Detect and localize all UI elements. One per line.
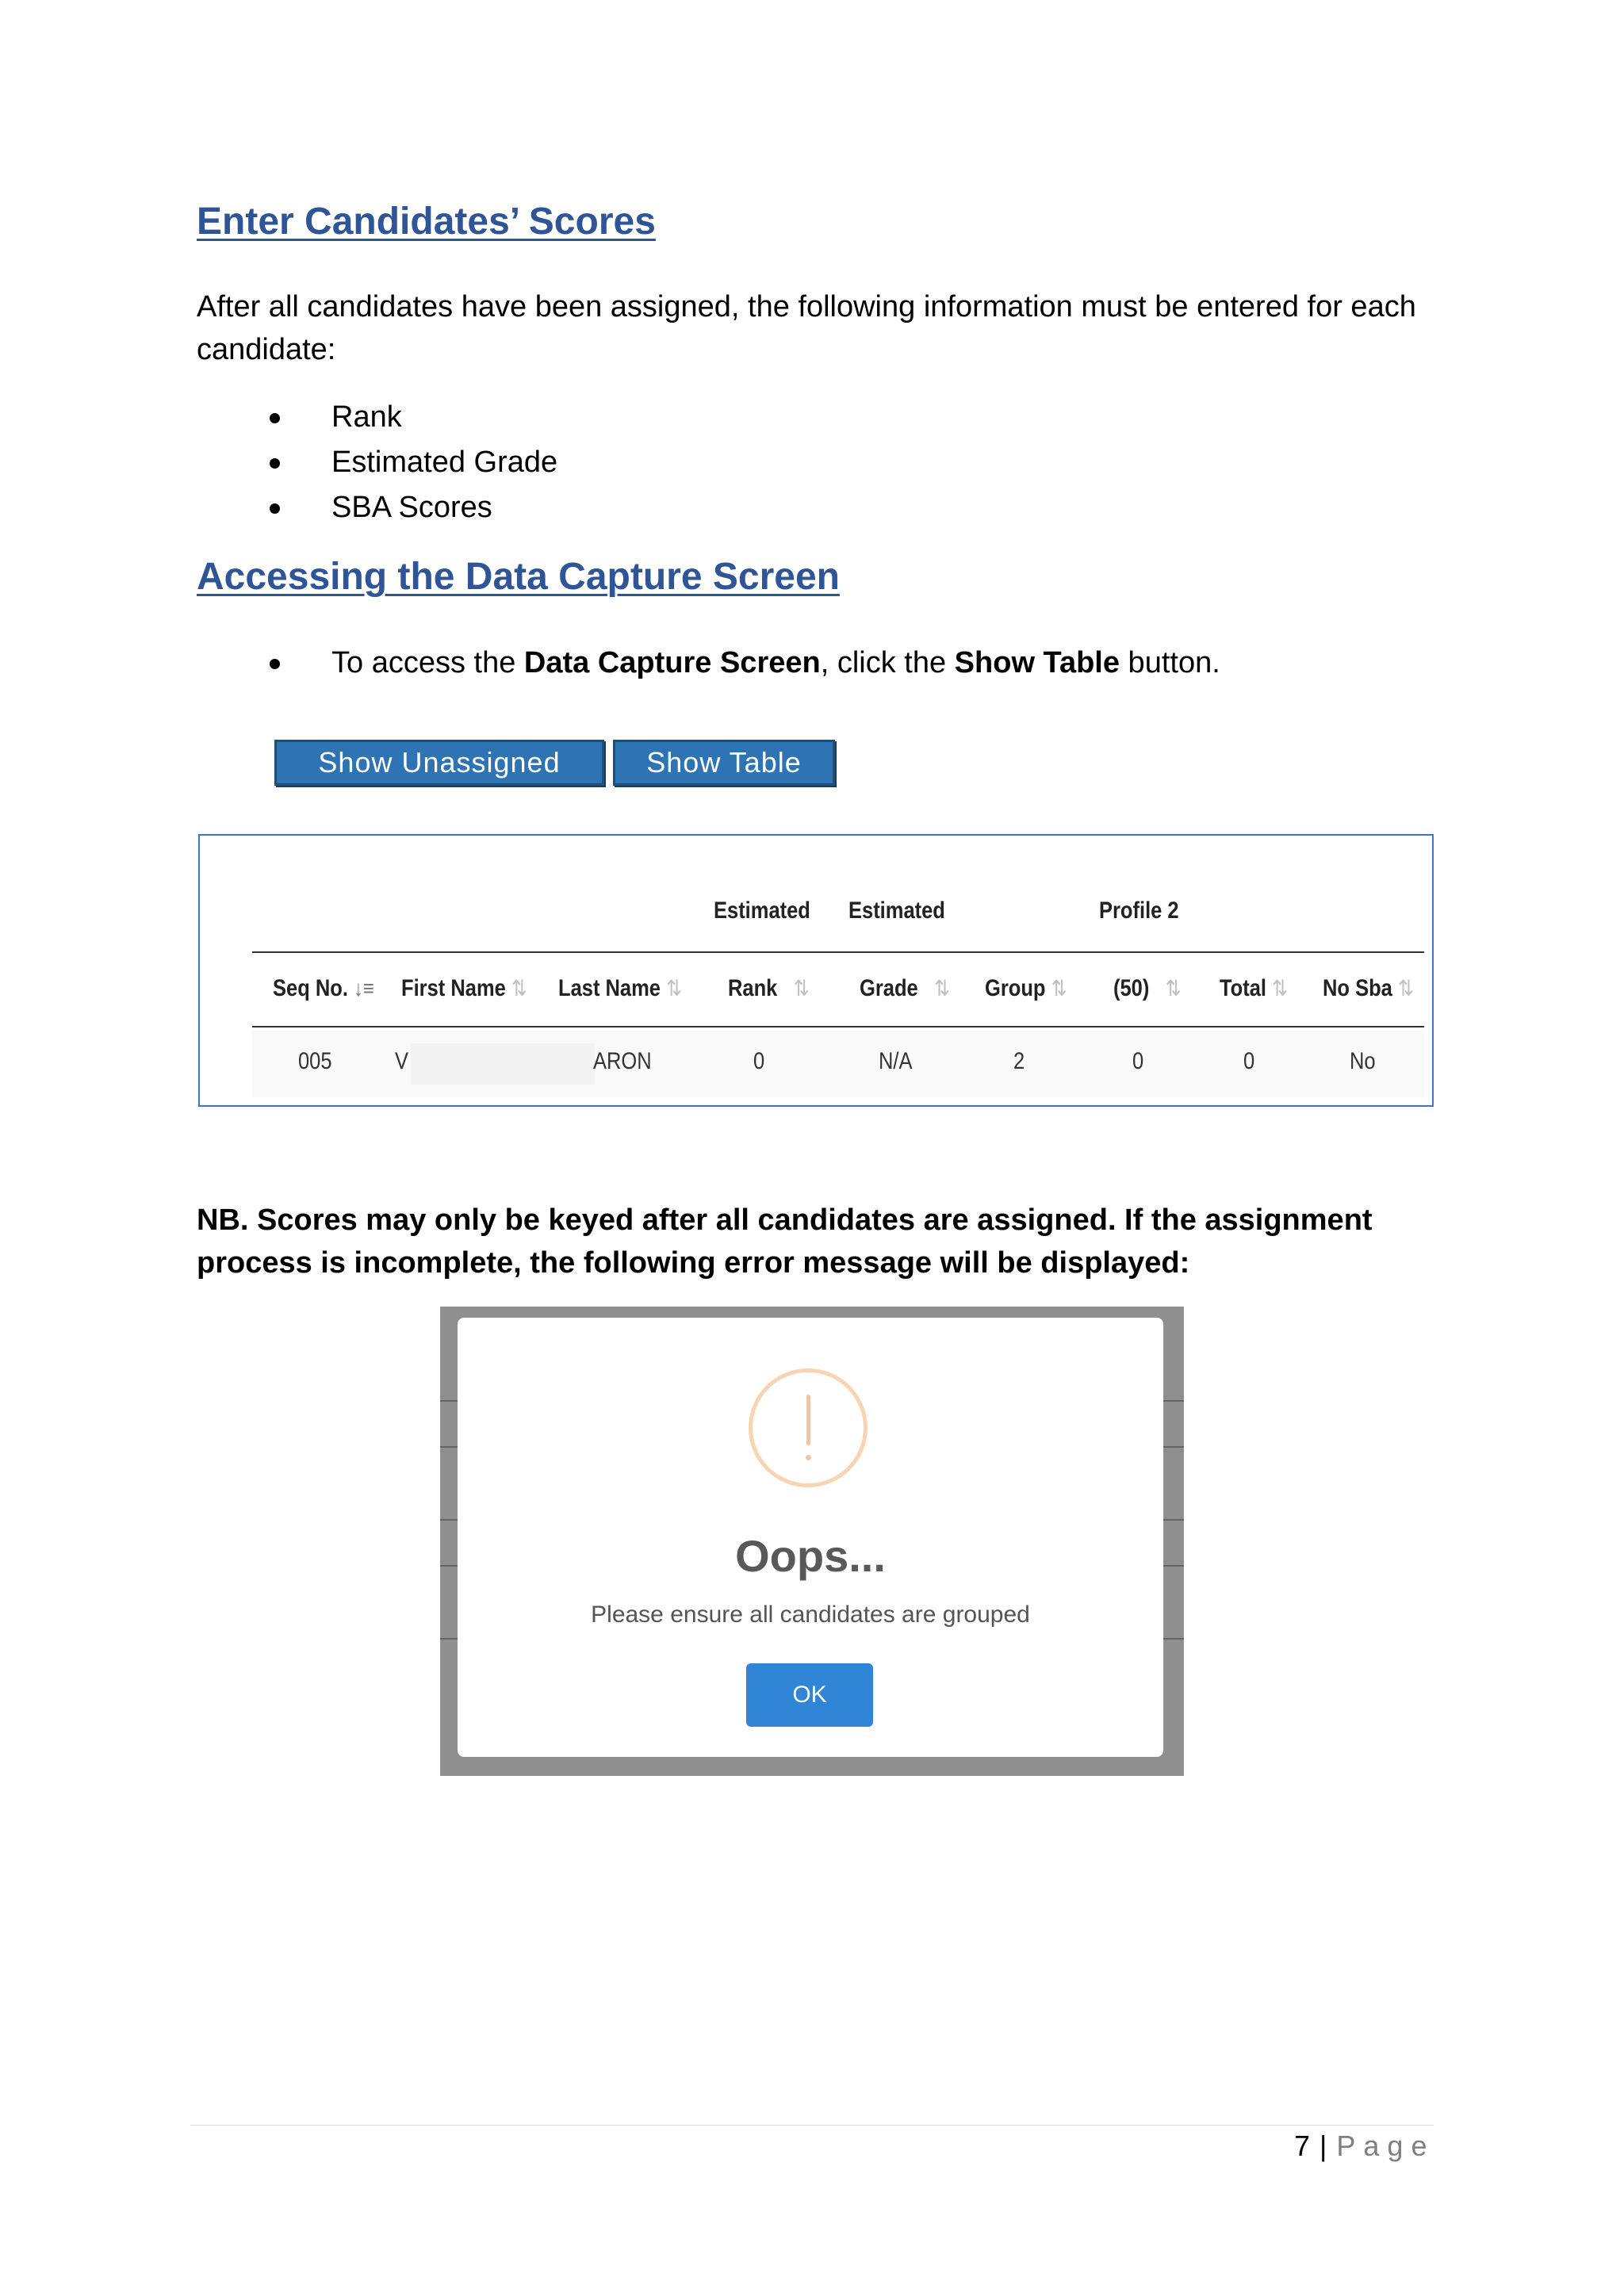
group-header-estimated-rank: Estimated	[714, 897, 810, 924]
column-header-last-name[interactable]: Last Name ⇅	[558, 975, 683, 1001]
cell-profile2: 0	[1132, 1048, 1144, 1074]
group-header-profile2: Profile 2	[1099, 897, 1179, 924]
show-table-button[interactable]: Show Table	[613, 740, 835, 786]
instruction-list	[197, 641, 1220, 686]
bullet-icon	[270, 503, 280, 514]
column-header-total[interactable]: Total ⇅	[1220, 975, 1289, 1001]
header-bottom-divider	[252, 1026, 1424, 1027]
list-item: Rank	[197, 395, 557, 440]
dialog-title: Oops...	[735, 1531, 886, 1581]
bullet-icon	[270, 659, 280, 669]
required-fields-list	[197, 395, 557, 530]
cell-seq: 005	[298, 1048, 332, 1074]
group-header-estimated-grade: Estimated	[848, 897, 945, 924]
sort-icon: ⇅	[666, 976, 683, 1001]
ok-button[interactable]: OK	[746, 1663, 873, 1727]
sort-icon: ↓≡	[354, 976, 374, 1001]
sort-icon: ⇅	[511, 976, 527, 1001]
cell-rank: 0	[753, 1048, 765, 1074]
column-header-first-name[interactable]: First Name ⇅	[401, 975, 527, 1001]
list-item: To access the Data Capture Screen, click the Show Table button.	[197, 641, 1220, 686]
note-paragraph: NB. Scores may only be keyed after all candidates are assigned. If the assignment process is incomplete, the following error message will be displayed:	[197, 1203, 1373, 1280]
sort-icon: ⇅	[1155, 976, 1182, 1001]
modal-overlay	[440, 1307, 1184, 1776]
bullet-icon	[270, 458, 280, 469]
sort-icon: ⇅	[783, 976, 810, 1001]
column-header-seq-no[interactable]: Seq No. ↓≡	[273, 975, 374, 1001]
section-title-enter-scores: Enter Candidates’ Scores	[197, 201, 656, 243]
dialog-message: Please ensure all candidates are grouped	[591, 1601, 1030, 1628]
cell-group: 2	[1013, 1048, 1025, 1074]
intro-paragraph: After all candidates have been assigned, the following information must be entered for each candidate:	[197, 290, 1416, 366]
cell-last-name: ARON	[593, 1048, 652, 1074]
column-header-rank[interactable]: Rank ⇅	[728, 975, 810, 1001]
sort-icon: ⇅	[1272, 976, 1289, 1001]
data-capture-table	[198, 834, 1434, 1107]
sort-icon: ⇅	[1051, 976, 1067, 1001]
column-header-no-sba[interactable]: No Sba ⇅	[1323, 975, 1414, 1001]
redacted-name	[411, 1043, 595, 1085]
section-title-data-capture: Accessing the Data Capture Screen	[197, 556, 840, 598]
cell-total: 0	[1243, 1048, 1255, 1074]
cell-first-name: V	[395, 1048, 409, 1074]
sort-icon: ⇅	[1397, 976, 1414, 1001]
column-header-profile2-50[interactable]: (50) ⇅	[1113, 975, 1182, 1001]
warning-icon	[749, 1368, 868, 1487]
error-dialog	[458, 1318, 1163, 1757]
list-item: SBA Scores	[197, 485, 557, 530]
page-number: 7 | Page	[1294, 2130, 1435, 2162]
footer-divider	[190, 2125, 1434, 2126]
cell-grade: N/A	[879, 1048, 913, 1074]
show-unassigned-button[interactable]: Show Unassigned	[274, 740, 604, 786]
sort-icon: ⇅	[923, 976, 950, 1001]
column-header-grade[interactable]: Grade ⇅	[860, 975, 950, 1001]
column-header-group[interactable]: Group ⇅	[985, 975, 1067, 1001]
bullet-icon	[270, 413, 280, 423]
cell-no-sba: No	[1350, 1048, 1376, 1074]
list-item: Estimated Grade	[197, 440, 557, 485]
header-divider	[252, 951, 1424, 953]
